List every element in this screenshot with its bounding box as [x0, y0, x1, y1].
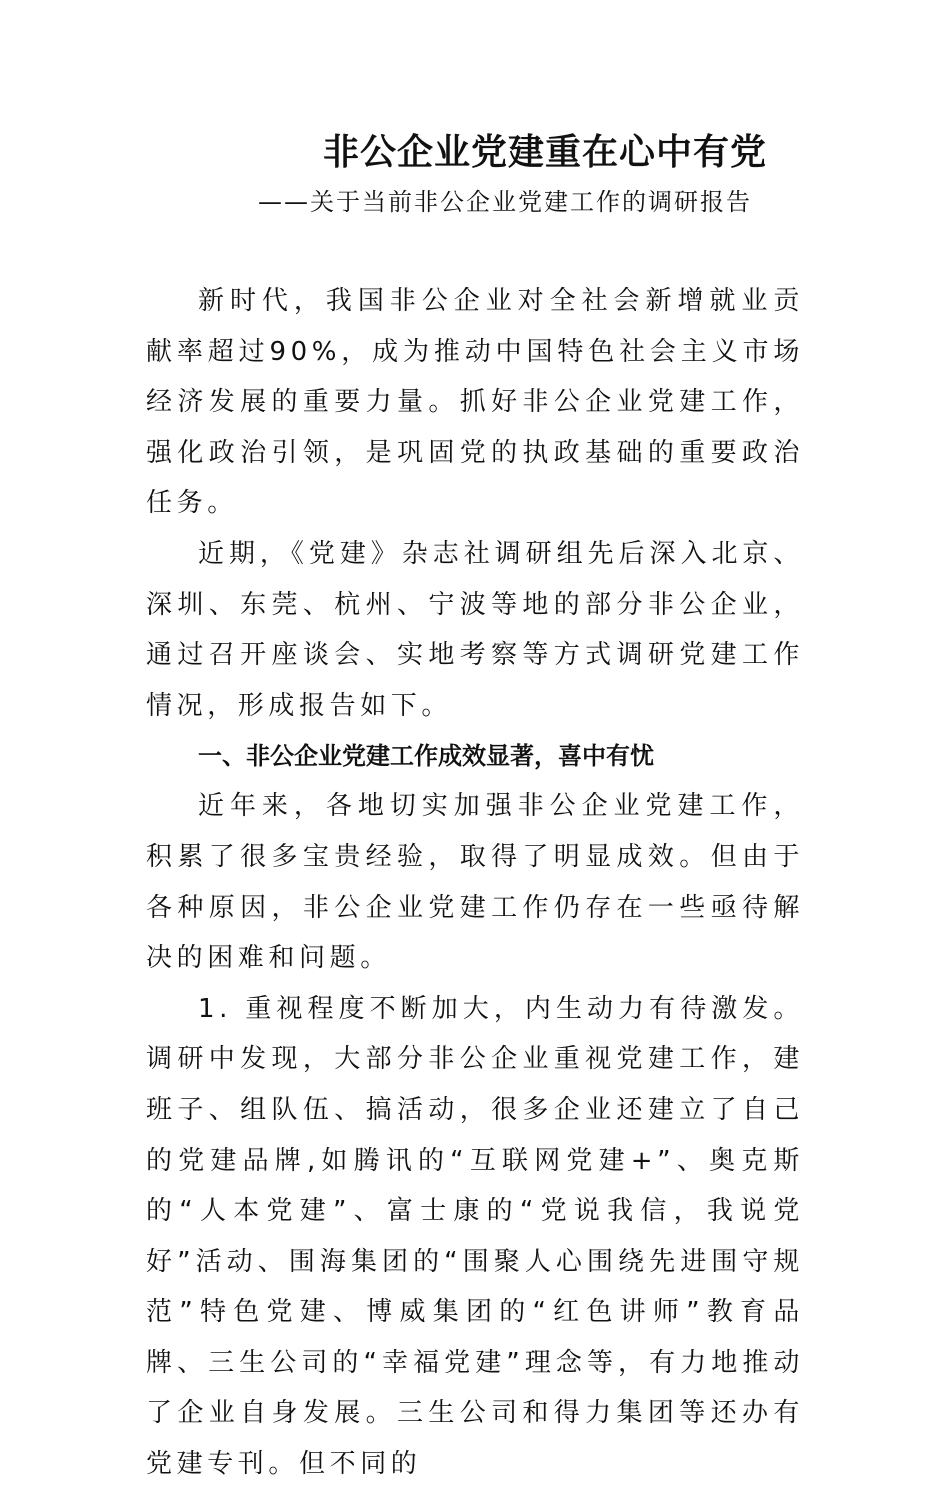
document-title: 非公企业党建重在心中有党 — [322, 131, 767, 173]
section-heading: 一、非公企业党建工作成效显著，喜中有忧 — [198, 742, 654, 771]
paragraph-research: 近期，《党建》杂志社调研组先后深入北京、深圳、东莞、杭州、宁波等地的部分非公企业，通过召开座谈会、实地考察等方式调研党建工作情况，形成报告如下。 — [146, 538, 804, 721]
paragraph-section-intro: 近年来，各地切实加强非公企业党建工作，积累了很多宝贵经验，取得了明显成效。但由于各种原因，非公企业党建工作仍存在一些亟待解决的困难和问题。 — [146, 791, 804, 974]
document-body — [146, 276, 804, 1490]
document-subtitle: ——关于当前非公企业党建工作的调研报告 — [258, 188, 752, 216]
paragraph-intro: 新时代，我国非公企业对全社会新增就业贡献率超过90%，成为推动中国特色社会主义市场经济发展的重要力量。抓好非公企业党建工作，强化政治引领，是巩固党的执政基础的重要政治任务。 — [146, 286, 804, 519]
paragraph-point-1: 1. 重视程度不断加大，内生动力有待激发。调研中发现，大部分非公企业重视党建工作，建班子、组队伍、搞活动，很多企业还建立了自己的党建品牌,如腾讯的“互联网党建+”、奥克斯的“人本党建”、富士康的“党说我信，我说党好”活动、围海集团的“围聚人心围绕先进围守规范”特色党建、博威集团的“红色讲师”教育品牌、三生公司的“幸福党建”理念等，有力地推动了企业自身发展。三生公司和得力集团等还办有党建专刊。但不同的 — [146, 993, 804, 1480]
